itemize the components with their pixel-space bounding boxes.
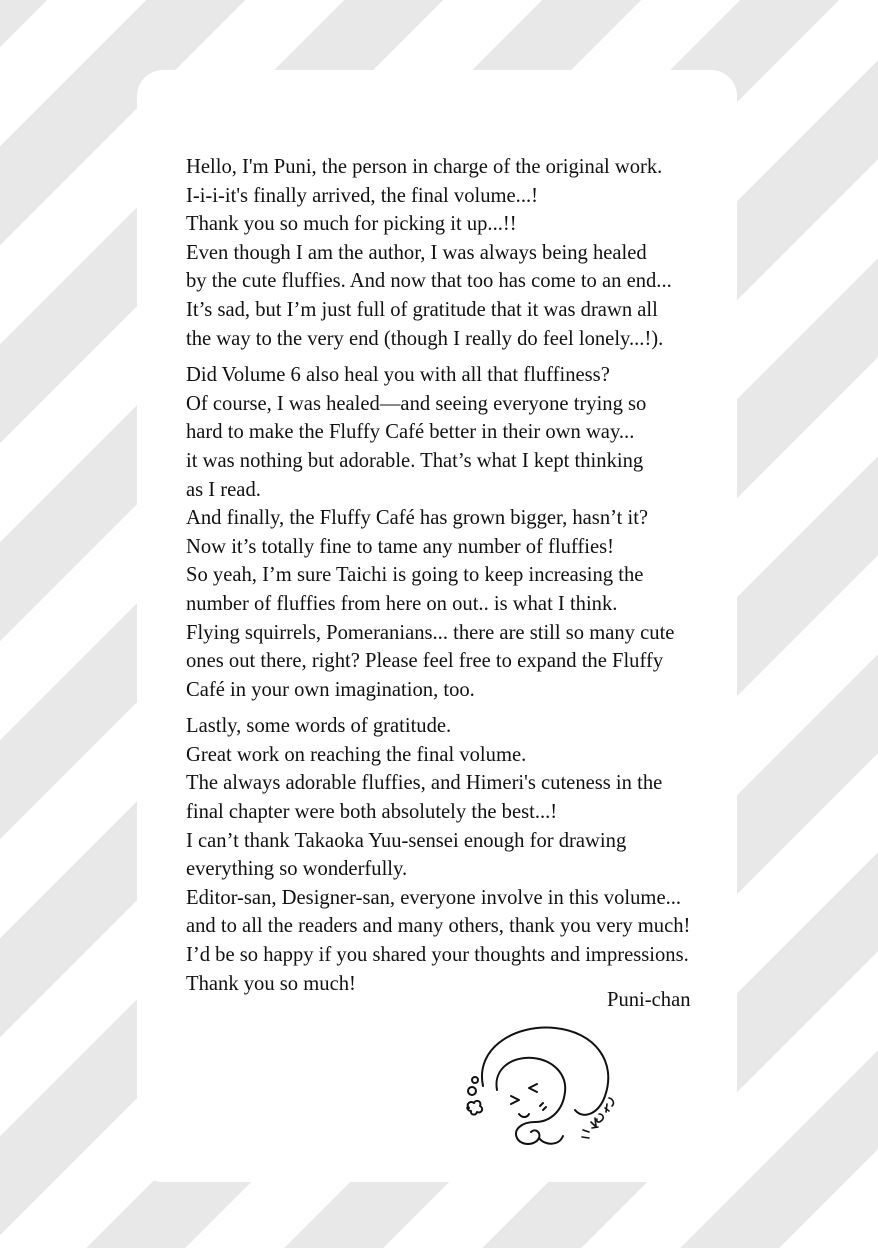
text-line: hard to make the Fluffy Café better in their own way... bbox=[186, 421, 635, 444]
paragraph-2 bbox=[186, 361, 746, 704]
text-line: Hello, I'm Puni, the person in charge of the original work. bbox=[186, 156, 663, 178]
text-line: and to all the readers and many others, thank you very much! bbox=[186, 915, 691, 938]
text-line: I-i-i-it's finally arrived, the final volume...! bbox=[186, 184, 538, 207]
text-line: it was nothing but adorable. That’s what I kept thinking bbox=[186, 449, 644, 472]
text-line: I’d be so happy if you shared your thoughts and impressions. bbox=[186, 944, 689, 967]
text-line: as I read. bbox=[186, 478, 261, 501]
text-line: Thank you so much for picking it up...!! bbox=[186, 213, 517, 236]
text-line: Of course, I was healed—and seeing everyone trying so bbox=[186, 392, 647, 415]
text-line: number of fluffies from here on out.. is what I think. bbox=[186, 592, 618, 615]
text-line: And finally, the Fluffy Café has grown bigger, hasn’t it? bbox=[186, 507, 649, 530]
paragraph-3 bbox=[186, 712, 746, 998]
text-line: Did Volume 6 also heal you with all that fluffiness? bbox=[186, 364, 610, 387]
text-line: I can’t thank Takaoka Yuu-sensei enough for drawing bbox=[186, 829, 627, 852]
text-line: by the cute fluffies. And now that too has come to an end... bbox=[186, 270, 672, 293]
puni-chan-mascot-icon bbox=[455, 1018, 625, 1154]
afterword-letter bbox=[186, 153, 746, 1006]
text-line: So yeah, I’m sure Taichi is going to keep increasing the bbox=[186, 564, 644, 587]
signature: Puni-chan bbox=[607, 989, 691, 1011]
paragraph-1 bbox=[186, 153, 746, 353]
text-line: Lastly, some words of gratitude. bbox=[186, 715, 452, 738]
text-line: Even though I am the author, I was always being healed bbox=[186, 241, 647, 264]
text-line: the way to the very end (though I really do feel lonely...!). bbox=[186, 327, 664, 350]
text-line: It’s sad, but I’m just full of gratitude that it was drawn all bbox=[186, 298, 658, 321]
text-line: ones out there, right? Please feel free to expand the Fluffy bbox=[186, 650, 664, 673]
text-line: Flying squirrels, Pomeranians... there are still so many cute bbox=[186, 621, 675, 644]
text-line: Café in your own imagination, too. bbox=[186, 678, 475, 701]
text-line: Now it’s totally fine to tame any number of fluffies! bbox=[186, 535, 614, 558]
text-line: everything so wonderfully. bbox=[186, 858, 408, 881]
text-line: Thank you so much! bbox=[186, 972, 356, 995]
text-line: Great work on reaching the final volume. bbox=[186, 743, 527, 766]
text-line: The always adorable fluffies, and Himeri's cuteness in the bbox=[186, 772, 663, 795]
text-line: Editor-san, Designer-san, everyone involve in this volume... bbox=[186, 886, 682, 909]
text-line: final chapter were both absolutely the best...! bbox=[186, 801, 558, 824]
